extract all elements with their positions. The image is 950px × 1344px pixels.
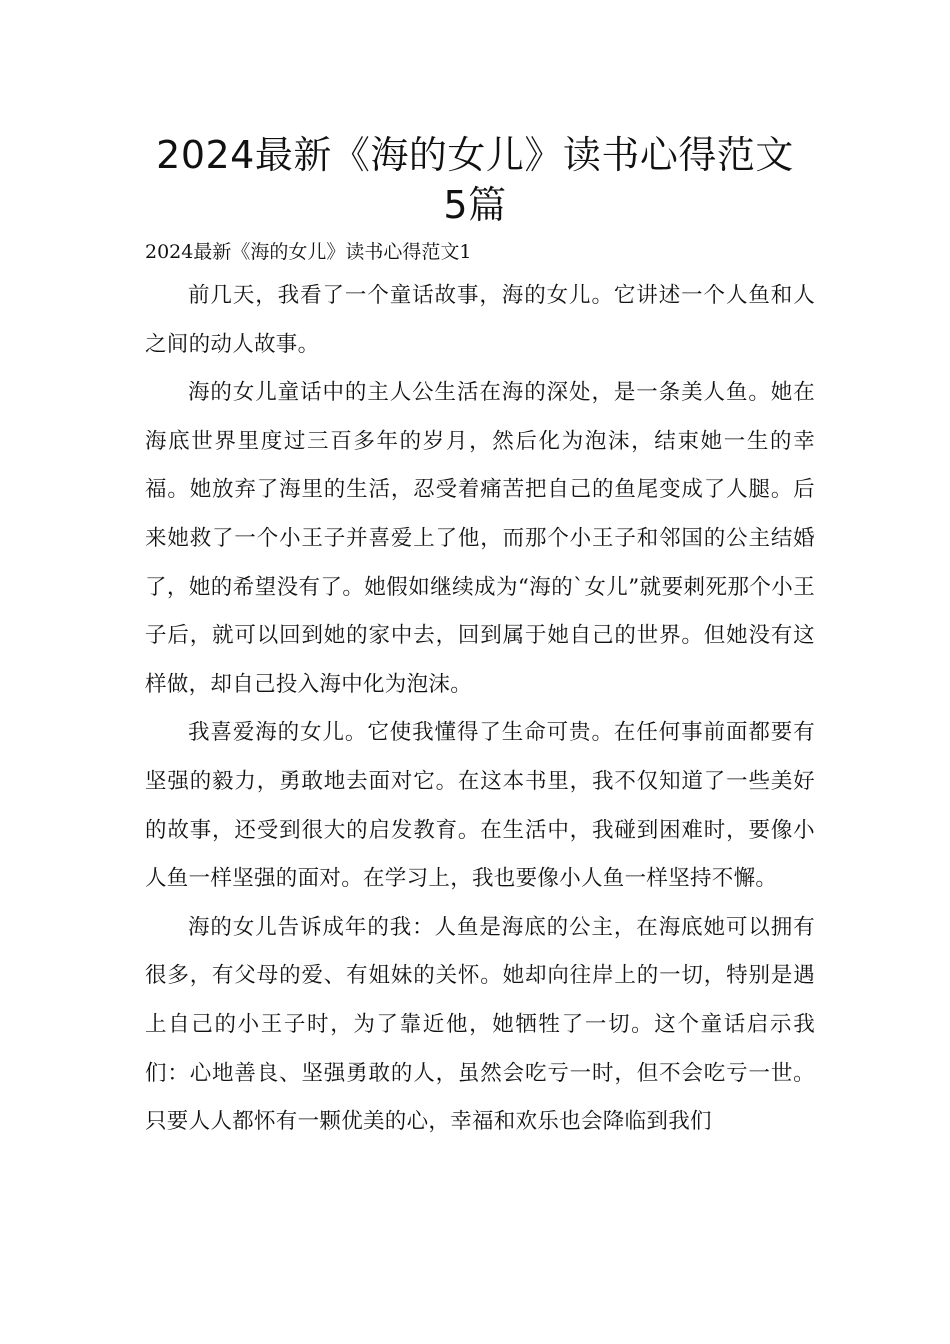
paragraph: 海的女儿童话中的主人公生活在海的深处，是一条美人鱼。她在海底世界里度过三百多年的岁月，然后化为泡沫，结束她一生的幸福。她放弃了海里的生活，忍受着痛苦把自己的鱼尾变成了人腿。后来她救了一个小王子并喜爱上了他，而那个小王子和邻国的公主结婚了，她的希望没有了。她假如继续成为“海的`女儿”就要刺死那个小王子后，就可以回到她的家中去，回到属于她自己的世界。但她没有这样做，却自己投入海中化为泡沫。 <box>145 380 815 697</box>
document-body <box>145 232 815 1147</box>
section-heading: 2024最新《海的女儿》读书心得范文1 <box>145 241 472 263</box>
paragraph: 我喜爱海的女儿。它使我懂得了生命可贵。在任何事前面都要有坚强的毅力，勇敢地去面对它。在这本书里，我不仅知道了一些美好的故事，还受到很大的启发教育。在生活中，我碰到困难时，要像小人鱼一样坚强的面对。在学习上，我也要像小人鱼一样坚持不懈。 <box>145 720 815 892</box>
document-title: 2024最新《海的女儿》读书心得范文5篇 <box>156 133 794 227</box>
paragraph: 海的女儿告诉成年的我：人鱼是海底的公主，在海底她可以拥有很多，有父母的爱、有姐妹的关怀。她却向往岸上的一切，特别是遇上自己的小王子时，为了靠近他，她牺牲了一切。这个童话启示我们：心地善良、坚强勇敢的人，虽然会吃亏一时，但不会吃亏一世。只要人人都怀有一颗优美的心，幸福和欢乐也会降临到我们 <box>145 914 815 1135</box>
paragraph: 前几天，我看了一个童话故事，海的女儿。它讲述一个人鱼和人之间的动人故事。 <box>145 283 815 357</box>
